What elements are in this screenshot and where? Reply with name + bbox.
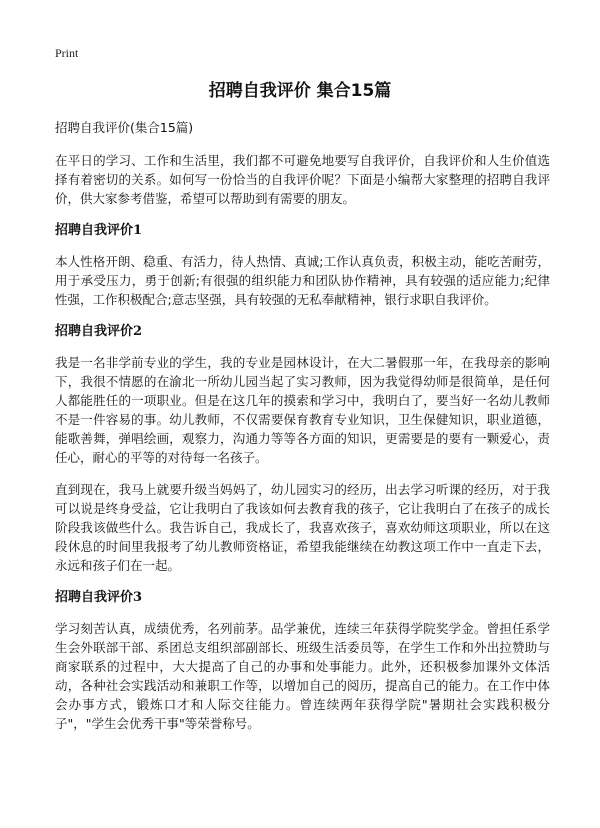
section-heading: 招聘自我评价3 [55, 590, 143, 605]
page-title: 招聘自我评价 集合15篇 [208, 81, 392, 101]
section-paragraph: 学习刻苦认真，成绩优秀，名列前茅。品学兼优，连续三年获得学院奖学金。曾担任系学生会外联部干部、系团总支组织部副部长、班级生活委员等，在学生工作和外出拉赞助与商家联系的过程中，大大提高了自己的办事和处事能力。此外，还积极参加课外文体活动，各种社会实践活动和兼职工作等，以增加自己的阅历，提高自己的能力。在工作中体会办事方式，锻炼口才和人际交往能力。曾连续两年获得学院"暑期社会实践积极分子"，"学生会优秀干事"等荣誉称号。 [55, 621, 550, 731]
section-paragraph: 本人性格开朗、稳重、有活力，待人热情、真诚;工作认真负责，积极主动，能吃苦耐劳，用于承受压力，勇于创新;有很强的组织能力和团队协作精神，具有较强的适应能力;纪律性强，工作积极配合;意志坚强，具有较强的无私奉献精神，银行求职自我评价。 [55, 254, 550, 307]
intro-paragraph: 在平日的学习、工作和生活里，我们都不可避免地要写自我评价，自我评价和人生价值选择有着密切的关系。如何写一份恰当的自我评价呢？下面是小编帮大家整理的招聘自我评价，供大家参考借鉴，希望可以帮助到有需要的朋友。 [55, 153, 550, 206]
print-link[interactable]: Print [55, 46, 79, 60]
section-heading: 招聘自我评价2 [55, 324, 143, 339]
section-heading: 招聘自我评价1 [55, 223, 143, 238]
document-subtitle: 招聘自我评价(集合15篇) [55, 120, 194, 135]
section-paragraph: 我是一名非学前专业的学生，我的专业是园林设计，在大二暑假那一年，在我母亲的影响下，我很不情愿的在渝北一所幼儿园当起了实习教师，因为我觉得幼师是很简单，是任何人都能胜任的一项职业。但是在这几年的摸索和学习中，我明白了，要当好一名幼儿教师不是一件容易的事。幼儿教师，不仅需要保育教育专业知识，卫生保健知识，职业道德，能歌善舞，弹唱绘画，观察力，沟通力等等各方面的知识，更需要是的要有一颗爱心，责任心，耐心的平等的对待每一名孩子。 [55, 355, 550, 465]
section-paragraph: 直到现在，我马上就要升级当妈妈了，幼儿园实习的经历，出去学习听课的经历，对于我可以说是终身受益，它让我明白了我该如何去教育我的孩子，它让我明白了在孩子的成长阶段我该做些什么。我告诉自己，我成长了，我喜欢孩子，喜欢幼师这项职业，所以在这段休息的时间里我报考了幼儿教师资格证，希望我能继续在幼教这项工作中一直走下去，永远和孩子们在一起。 [55, 482, 550, 573]
document-body [55, 118, 550, 746]
